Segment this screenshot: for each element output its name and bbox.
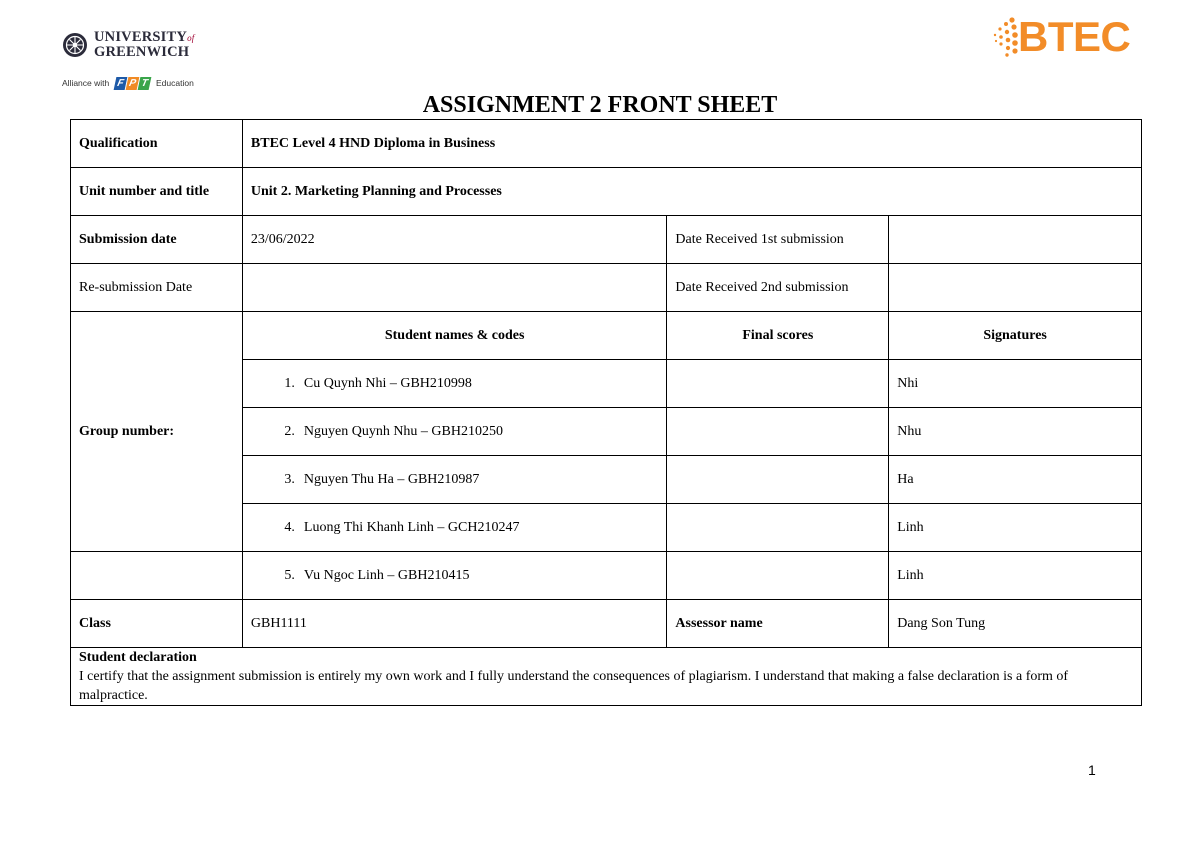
university-of-greenwich-logo [62, 30, 212, 92]
university-name-line1: UNIVERSITY [94, 29, 188, 45]
qualification-label: Qualification [71, 120, 243, 168]
declaration-row [71, 648, 1142, 706]
student-signature: Linh [889, 552, 1142, 600]
student-name: Nguyen Quynh Nhu – GBH210250 [303, 423, 503, 439]
student-name-cell [242, 504, 667, 552]
fpt-logo [115, 77, 151, 90]
resubmission-label: Re-submission Date [71, 264, 243, 312]
declaration-title: Student declaration [79, 650, 197, 665]
student-number: 1. [284, 375, 295, 391]
student-signature: Nhi [889, 360, 1142, 408]
fpt-alliance [62, 77, 194, 90]
declaration-text: I certify that the assignment submission is entirely my own work and I fully understand the consequences of plagiarism. I understand that making a false declaration is a form of malpractice. [79, 669, 1069, 703]
alliance-prefix: Alliance with [62, 77, 110, 88]
student-name-cell [242, 552, 667, 600]
btec-wordmark: BTEC [1018, 13, 1131, 60]
student-signature: Ha [889, 456, 1142, 504]
unit-label: Unit number and title [71, 168, 243, 216]
resubmission-value [242, 264, 667, 312]
student-name: Nguyen Thu Ha – GBH210987 [303, 471, 480, 487]
student-score [667, 360, 889, 408]
student-score [667, 504, 889, 552]
university-seal-icon [62, 32, 88, 58]
unit-value: Unit 2. Marketing Planning and Processes [242, 168, 1141, 216]
university-name [94, 30, 194, 59]
student-signature: Nhu [889, 408, 1142, 456]
page-title: ASSIGNMENT 2 FRONT SHEET [422, 92, 778, 118]
btec-dots-icon [990, 14, 1020, 60]
group-number-label: Group number: [71, 312, 243, 552]
qualification-value: BTEC Level 4 HND Diploma in Business [242, 120, 1141, 168]
fpt-letter-f: F [113, 77, 127, 90]
students-header-row [71, 312, 1142, 360]
class-row [71, 600, 1142, 648]
student-name-cell [242, 408, 667, 456]
submission-date-label: Submission date [71, 216, 243, 264]
fpt-letter-t: T [137, 77, 151, 90]
student-number: 4. [284, 519, 295, 535]
assessor-label: Assessor name [667, 600, 889, 648]
page-number: 1 [1088, 762, 1096, 778]
student-name: Luong Thi Khanh Linh – GCH210247 [303, 519, 520, 535]
student-score [667, 456, 889, 504]
submission-date-value: 23/06/2022 [242, 216, 667, 264]
fpt-letter-p: P [125, 77, 139, 90]
declaration-cell [71, 648, 1142, 706]
university-of: of [187, 33, 195, 43]
alliance-suffix: Education [156, 77, 194, 88]
received-2nd-label: Date Received 2nd submission [667, 264, 889, 312]
scores-column-header: Final scores [667, 312, 889, 360]
class-label: Class [71, 600, 243, 648]
student-name: Cu Quynh Nhi – GBH210998 [303, 375, 472, 391]
student-score [667, 408, 889, 456]
received-1st-label: Date Received 1st submission [667, 216, 889, 264]
student-number: 3. [284, 471, 295, 487]
student-name-cell [242, 360, 667, 408]
received-1st-value [889, 216, 1142, 264]
student-name: Vu Ngoc Linh – GBH210415 [303, 567, 470, 583]
unit-row [71, 168, 1142, 216]
student-signature: Linh [889, 504, 1142, 552]
resubmission-row [71, 264, 1142, 312]
qualification-row [71, 120, 1142, 168]
students-column-header: Student names & codes [242, 312, 667, 360]
btec-logo [990, 14, 1140, 60]
university-name-line2: GREENWICH [94, 44, 190, 60]
assessor-value: Dang Son Tung [889, 600, 1142, 648]
student-number: 2. [284, 423, 295, 439]
class-value: GBH1111 [242, 600, 667, 648]
signatures-column-header: Signatures [889, 312, 1142, 360]
received-2nd-value [889, 264, 1142, 312]
student-name-cell [242, 456, 667, 504]
student-number: 5. [284, 567, 295, 583]
empty-group-cell [71, 552, 243, 600]
student-row [71, 552, 1142, 600]
front-sheet-table [70, 119, 1142, 706]
student-score [667, 552, 889, 600]
submission-row [71, 216, 1142, 264]
